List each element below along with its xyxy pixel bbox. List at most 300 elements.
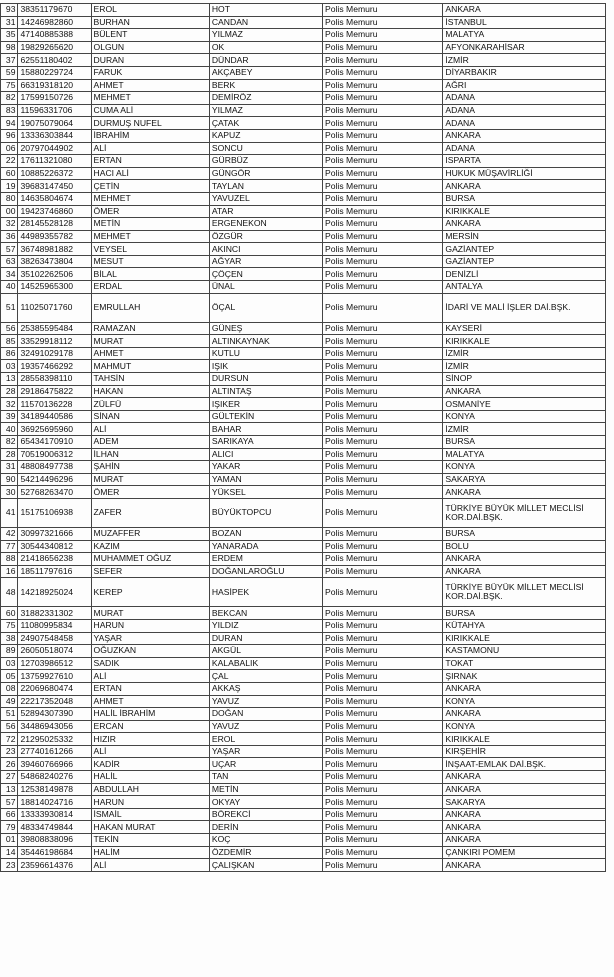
- row-number-cell: 57: [1, 796, 18, 809]
- first-name-cell: YAŞAR: [91, 632, 209, 645]
- table-row: [1, 104, 606, 117]
- job-title-cell: Polis Memuru: [323, 578, 443, 607]
- first-name-cell: KEREP: [91, 578, 209, 607]
- table-row: [1, 243, 606, 256]
- table-row: [1, 745, 606, 758]
- first-name-cell: HALİM: [91, 846, 209, 859]
- id-number-cell: 25385595484: [18, 322, 91, 335]
- job-title-cell: Polis Memuru: [323, 373, 443, 386]
- first-name-cell: ÇETİN: [91, 180, 209, 193]
- first-name-cell: ERTAN: [91, 155, 209, 168]
- id-number-cell: 29186475822: [18, 385, 91, 398]
- row-number-cell: 66: [1, 808, 18, 821]
- row-number-cell: 03: [1, 657, 18, 670]
- surname-cell: SARIKAYA: [209, 436, 322, 449]
- surname-cell: AKÇABEY: [209, 66, 322, 79]
- id-number-cell: 31882331302: [18, 607, 91, 620]
- row-number-cell: 98: [1, 41, 18, 54]
- first-name-cell: HIZIR: [91, 733, 209, 746]
- assignment-cell: ANKARA: [443, 859, 606, 872]
- assignment-cell: ANKARA: [443, 821, 606, 834]
- row-number-cell: 34: [1, 268, 18, 281]
- id-number-cell: 62551180402: [18, 54, 91, 67]
- first-name-cell: SEFER: [91, 565, 209, 578]
- id-number-cell: 66319318120: [18, 79, 91, 92]
- assignment-cell: KIRŞEHİR: [443, 745, 606, 758]
- id-number-cell: 28145528128: [18, 218, 91, 231]
- surname-cell: DÜNDAR: [209, 54, 322, 67]
- first-name-cell: MESUT: [91, 255, 209, 268]
- table-row: [1, 322, 606, 335]
- first-name-cell: ALİ: [91, 423, 209, 436]
- surname-cell: ÇATAK: [209, 117, 322, 130]
- row-number-cell: 42: [1, 527, 18, 540]
- job-title-cell: Polis Memuru: [323, 347, 443, 360]
- first-name-cell: FARUK: [91, 66, 209, 79]
- id-number-cell: 13759927610: [18, 670, 91, 683]
- job-title-cell: Polis Memuru: [323, 92, 443, 105]
- surname-cell: ALICI: [209, 448, 322, 461]
- assignment-cell: ANKARA: [443, 486, 606, 499]
- table-row: [1, 771, 606, 784]
- id-number-cell: 12538149878: [18, 783, 91, 796]
- surname-cell: YAVUZ: [209, 720, 322, 733]
- id-number-cell: 26050518074: [18, 645, 91, 658]
- job-title-cell: Polis Memuru: [323, 473, 443, 486]
- id-number-cell: 39460766966: [18, 758, 91, 771]
- table-row: [1, 129, 606, 142]
- first-name-cell: İBRAHİM: [91, 129, 209, 142]
- row-number-cell: 19: [1, 180, 18, 193]
- first-name-cell: İLHAN: [91, 448, 209, 461]
- table-row: [1, 16, 606, 29]
- first-name-cell: BÜLENT: [91, 29, 209, 42]
- job-title-cell: Polis Memuru: [323, 255, 443, 268]
- assignment-cell: SAKARYA: [443, 796, 606, 809]
- id-number-cell: 30544340812: [18, 540, 91, 553]
- table-row: [1, 268, 606, 281]
- row-number-cell: 35: [1, 29, 18, 42]
- assignment-cell: ANKARA: [443, 834, 606, 847]
- surname-cell: KOÇ: [209, 834, 322, 847]
- surname-cell: DERİN: [209, 821, 322, 834]
- assignment-cell: ANKARA: [443, 682, 606, 695]
- id-number-cell: 18814024716: [18, 796, 91, 809]
- table-row: [1, 29, 606, 42]
- id-number-cell: 44989355782: [18, 230, 91, 243]
- assignment-cell: ANKARA: [443, 565, 606, 578]
- id-number-cell: 19357466292: [18, 360, 91, 373]
- row-number-cell: 16: [1, 565, 18, 578]
- job-title-cell: Polis Memuru: [323, 758, 443, 771]
- row-number-cell: 94: [1, 117, 18, 130]
- job-title-cell: Polis Memuru: [323, 192, 443, 205]
- table-row: [1, 79, 606, 92]
- table-row: [1, 498, 606, 527]
- job-title-cell: Polis Memuru: [323, 498, 443, 527]
- surname-cell: TAN: [209, 771, 322, 784]
- row-number-cell: 37: [1, 54, 18, 67]
- job-title-cell: Polis Memuru: [323, 796, 443, 809]
- job-title-cell: Polis Memuru: [323, 645, 443, 658]
- first-name-cell: TAHSİN: [91, 373, 209, 386]
- job-title-cell: Polis Memuru: [323, 117, 443, 130]
- id-number-cell: 48808497738: [18, 461, 91, 474]
- first-name-cell: METİN: [91, 218, 209, 231]
- first-name-cell: OĞUZKAN: [91, 645, 209, 658]
- job-title-cell: Polis Memuru: [323, 423, 443, 436]
- job-title-cell: Polis Memuru: [323, 129, 443, 142]
- job-title-cell: Polis Memuru: [323, 632, 443, 645]
- first-name-cell: BİLAL: [91, 268, 209, 281]
- first-name-cell: TEKİN: [91, 834, 209, 847]
- table-row: [1, 373, 606, 386]
- assignment-cell: ADANA: [443, 92, 606, 105]
- row-number-cell: 75: [1, 79, 18, 92]
- table-row: [1, 385, 606, 398]
- id-number-cell: 14218925024: [18, 578, 91, 607]
- surname-cell: KAPUZ: [209, 129, 322, 142]
- assignment-cell: BOLU: [443, 540, 606, 553]
- row-number-cell: 93: [1, 4, 18, 17]
- table-row: [1, 360, 606, 373]
- assignment-cell: OSMANİYE: [443, 398, 606, 411]
- row-number-cell: 26: [1, 758, 18, 771]
- first-name-cell: AHMET: [91, 695, 209, 708]
- job-title-cell: Polis Memuru: [323, 205, 443, 218]
- surname-cell: DEMİRÖZ: [209, 92, 322, 105]
- first-name-cell: DURAN: [91, 54, 209, 67]
- table-row: [1, 783, 606, 796]
- row-number-cell: 08: [1, 682, 18, 695]
- surname-cell: AKKAŞ: [209, 682, 322, 695]
- job-title-cell: Polis Memuru: [323, 167, 443, 180]
- row-number-cell: 28: [1, 448, 18, 461]
- first-name-cell: ALİ: [91, 142, 209, 155]
- row-number-cell: 22: [1, 155, 18, 168]
- id-number-cell: 11080995834: [18, 619, 91, 632]
- row-number-cell: 41: [1, 498, 18, 527]
- table-row: [1, 553, 606, 566]
- surname-cell: BEKCAN: [209, 607, 322, 620]
- row-number-cell: 00: [1, 205, 18, 218]
- job-title-cell: Polis Memuru: [323, 243, 443, 256]
- surname-cell: ÜNAL: [209, 281, 322, 294]
- first-name-cell: AHMET: [91, 79, 209, 92]
- surname-cell: ERDEM: [209, 553, 322, 566]
- job-title-cell: Polis Memuru: [323, 398, 443, 411]
- first-name-cell: EMRULLAH: [91, 293, 209, 322]
- job-title-cell: Polis Memuru: [323, 821, 443, 834]
- row-number-cell: 96: [1, 129, 18, 142]
- row-number-cell: 39: [1, 410, 18, 423]
- assignment-cell: AFYONKARAHİSAR: [443, 41, 606, 54]
- surname-cell: ÇALIŞKAN: [209, 859, 322, 872]
- row-number-cell: 60: [1, 607, 18, 620]
- first-name-cell: MUHAMMET OĞUZ: [91, 553, 209, 566]
- job-title-cell: Polis Memuru: [323, 180, 443, 193]
- first-name-cell: KAZIM: [91, 540, 209, 553]
- job-title-cell: Polis Memuru: [323, 619, 443, 632]
- assignment-cell: KONYA: [443, 720, 606, 733]
- surname-cell: OK: [209, 41, 322, 54]
- table-row: [1, 281, 606, 294]
- table-row: [1, 142, 606, 155]
- first-name-cell: OLGUN: [91, 41, 209, 54]
- assignment-cell: İZMİR: [443, 360, 606, 373]
- assignment-cell: TÜRKİYE BÜYÜK MİLLET MECLİSİ KOR.DAİ.BŞK.: [443, 498, 606, 527]
- surname-cell: ÖZDEMİR: [209, 846, 322, 859]
- surname-cell: BÜYÜKTOPCU: [209, 498, 322, 527]
- id-number-cell: 17599150726: [18, 92, 91, 105]
- surname-cell: ÖZGÜR: [209, 230, 322, 243]
- assignment-cell: İSTANBUL: [443, 16, 606, 29]
- surname-cell: AKGÜL: [209, 645, 322, 658]
- id-number-cell: 21295025332: [18, 733, 91, 746]
- surname-cell: OKYAY: [209, 796, 322, 809]
- id-number-cell: 24907548458: [18, 632, 91, 645]
- first-name-cell: ALİ: [91, 859, 209, 872]
- row-number-cell: 06: [1, 142, 18, 155]
- row-number-cell: 77: [1, 540, 18, 553]
- row-number-cell: 32: [1, 398, 18, 411]
- row-number-cell: 56: [1, 322, 18, 335]
- row-number-cell: 49: [1, 695, 18, 708]
- row-number-cell: 88: [1, 553, 18, 566]
- row-number-cell: 30: [1, 486, 18, 499]
- row-number-cell: 83: [1, 104, 18, 117]
- assignment-cell: ANKARA: [443, 808, 606, 821]
- surname-cell: BAHAR: [209, 423, 322, 436]
- id-number-cell: 30997321666: [18, 527, 91, 540]
- job-title-cell: Polis Memuru: [323, 360, 443, 373]
- job-title-cell: Polis Memuru: [323, 281, 443, 294]
- id-number-cell: 14525965300: [18, 281, 91, 294]
- first-name-cell: MAHMUT: [91, 360, 209, 373]
- id-number-cell: 19423746860: [18, 205, 91, 218]
- row-number-cell: 36: [1, 230, 18, 243]
- id-number-cell: 11570136228: [18, 398, 91, 411]
- assignment-cell: ADANA: [443, 117, 606, 130]
- job-title-cell: Polis Memuru: [323, 527, 443, 540]
- first-name-cell: MEHMET: [91, 192, 209, 205]
- surname-cell: IŞIKER: [209, 398, 322, 411]
- first-name-cell: RAMAZAN: [91, 322, 209, 335]
- table-row: [1, 255, 606, 268]
- assignment-cell: ANKARA: [443, 180, 606, 193]
- surname-cell: ALTINTAŞ: [209, 385, 322, 398]
- assignment-cell: KASTAMONU: [443, 645, 606, 658]
- id-number-cell: 13333930814: [18, 808, 91, 821]
- table-row: [1, 695, 606, 708]
- table-row: [1, 335, 606, 348]
- first-name-cell: ERTAN: [91, 682, 209, 695]
- assignment-cell: ANTALYA: [443, 281, 606, 294]
- assignment-cell: ANKARA: [443, 218, 606, 231]
- surname-cell: ÇAL: [209, 670, 322, 683]
- row-number-cell: 40: [1, 281, 18, 294]
- id-number-cell: 23596614376: [18, 859, 91, 872]
- job-title-cell: Polis Memuru: [323, 142, 443, 155]
- assignment-cell: BURSA: [443, 607, 606, 620]
- assignment-cell: KONYA: [443, 410, 606, 423]
- row-number-cell: 23: [1, 859, 18, 872]
- job-title-cell: Polis Memuru: [323, 461, 443, 474]
- assignment-cell: ÇANKIRI POMEM: [443, 846, 606, 859]
- job-title-cell: Polis Memuru: [323, 41, 443, 54]
- assignment-cell: DENİZLİ: [443, 268, 606, 281]
- job-title-cell: Polis Memuru: [323, 4, 443, 17]
- id-number-cell: 54214496296: [18, 473, 91, 486]
- surname-cell: METİN: [209, 783, 322, 796]
- id-number-cell: 20797044902: [18, 142, 91, 155]
- surname-cell: DOĞAN: [209, 708, 322, 721]
- row-number-cell: 89: [1, 645, 18, 658]
- table-row: [1, 708, 606, 721]
- id-number-cell: 52768263470: [18, 486, 91, 499]
- surname-cell: YILMAZ: [209, 29, 322, 42]
- row-number-cell: 56: [1, 720, 18, 733]
- first-name-cell: DURMUŞ NUFEL: [91, 117, 209, 130]
- table-row: [1, 821, 606, 834]
- job-title-cell: Polis Memuru: [323, 720, 443, 733]
- job-title-cell: Polis Memuru: [323, 682, 443, 695]
- first-name-cell: ÖMER: [91, 486, 209, 499]
- assignment-cell: ISPARTA: [443, 155, 606, 168]
- surname-cell: AKINCI: [209, 243, 322, 256]
- id-number-cell: 28558398110: [18, 373, 91, 386]
- row-number-cell: 01: [1, 834, 18, 847]
- surname-cell: HASİPEK: [209, 578, 322, 607]
- id-number-cell: 52894307390: [18, 708, 91, 721]
- first-name-cell: SİNAN: [91, 410, 209, 423]
- assignment-cell: ADANA: [443, 104, 606, 117]
- assignment-cell: BURSA: [443, 192, 606, 205]
- job-title-cell: Polis Memuru: [323, 733, 443, 746]
- row-number-cell: 03: [1, 360, 18, 373]
- id-number-cell: 19075079064: [18, 117, 91, 130]
- id-number-cell: 70519006312: [18, 448, 91, 461]
- surname-cell: TAYLAN: [209, 180, 322, 193]
- job-title-cell: Polis Memuru: [323, 859, 443, 872]
- personnel-table: [0, 3, 606, 872]
- surname-cell: IŞIK: [209, 360, 322, 373]
- surname-cell: DOĞANLAROĞLU: [209, 565, 322, 578]
- first-name-cell: HARUN: [91, 619, 209, 632]
- job-title-cell: Polis Memuru: [323, 448, 443, 461]
- table-row: [1, 645, 606, 658]
- assignment-cell: GAZİANTEP: [443, 243, 606, 256]
- id-number-cell: 12703986512: [18, 657, 91, 670]
- assignment-cell: MALATYA: [443, 448, 606, 461]
- job-title-cell: Polis Memuru: [323, 565, 443, 578]
- surname-cell: BERK: [209, 79, 322, 92]
- row-number-cell: 57: [1, 243, 18, 256]
- row-number-cell: 59: [1, 66, 18, 79]
- assignment-cell: GAZİANTEP: [443, 255, 606, 268]
- id-number-cell: 34189440586: [18, 410, 91, 423]
- id-number-cell: 19829265620: [18, 41, 91, 54]
- job-title-cell: Polis Memuru: [323, 410, 443, 423]
- table-row: [1, 473, 606, 486]
- table-row: [1, 758, 606, 771]
- row-number-cell: 51: [1, 293, 18, 322]
- first-name-cell: ŞAHİN: [91, 461, 209, 474]
- job-title-cell: Polis Memuru: [323, 293, 443, 322]
- id-number-cell: 21418656238: [18, 553, 91, 566]
- id-number-cell: 35446198684: [18, 846, 91, 859]
- first-name-cell: HALİL: [91, 771, 209, 784]
- row-number-cell: 60: [1, 167, 18, 180]
- first-name-cell: ÖMER: [91, 205, 209, 218]
- table-row: [1, 155, 606, 168]
- id-number-cell: 22217352048: [18, 695, 91, 708]
- row-number-cell: 86: [1, 347, 18, 360]
- surname-cell: KUTLU: [209, 347, 322, 360]
- first-name-cell: MURAT: [91, 335, 209, 348]
- table-row: [1, 859, 606, 872]
- id-number-cell: 54868240276: [18, 771, 91, 784]
- first-name-cell: MURAT: [91, 473, 209, 486]
- first-name-cell: HACI ALİ: [91, 167, 209, 180]
- surname-cell: ERGENEKON: [209, 218, 322, 231]
- surname-cell: ÖÇAL: [209, 293, 322, 322]
- assignment-cell: BURSA: [443, 527, 606, 540]
- table-row: [1, 733, 606, 746]
- table-row: [1, 619, 606, 632]
- table-row: [1, 670, 606, 683]
- surname-cell: UÇAR: [209, 758, 322, 771]
- row-number-cell: 72: [1, 733, 18, 746]
- job-title-cell: Polis Memuru: [323, 66, 443, 79]
- id-number-cell: 39683147450: [18, 180, 91, 193]
- job-title-cell: Polis Memuru: [323, 670, 443, 683]
- job-title-cell: Polis Memuru: [323, 436, 443, 449]
- first-name-cell: KADİR: [91, 758, 209, 771]
- id-number-cell: 13336303844: [18, 129, 91, 142]
- row-number-cell: 63: [1, 255, 18, 268]
- assignment-cell: AĞRI: [443, 79, 606, 92]
- id-number-cell: 11596331706: [18, 104, 91, 117]
- first-name-cell: MURAT: [91, 607, 209, 620]
- surname-cell: GÜNEŞ: [209, 322, 322, 335]
- assignment-cell: TÜRKİYE BÜYÜK MİLLET MECLİSİ KOR.DAİ.BŞK.: [443, 578, 606, 607]
- id-number-cell: 48334749844: [18, 821, 91, 834]
- surname-cell: YAKAR: [209, 461, 322, 474]
- table-row: [1, 808, 606, 821]
- assignment-cell: İDARİ VE MALİ İŞLER DAİ.BŞK.: [443, 293, 606, 322]
- surname-cell: ATAR: [209, 205, 322, 218]
- assignment-cell: SAKARYA: [443, 473, 606, 486]
- assignment-cell: ANKARA: [443, 771, 606, 784]
- assignment-cell: MERSİN: [443, 230, 606, 243]
- id-number-cell: 18511797616: [18, 565, 91, 578]
- table-row: [1, 180, 606, 193]
- id-number-cell: 47140885388: [18, 29, 91, 42]
- surname-cell: GÜLTEKİN: [209, 410, 322, 423]
- id-number-cell: 35102262506: [18, 268, 91, 281]
- id-number-cell: 38263473804: [18, 255, 91, 268]
- surname-cell: HOT: [209, 4, 322, 17]
- assignment-cell: ANKARA: [443, 129, 606, 142]
- surname-cell: ALTINKAYNAK: [209, 335, 322, 348]
- assignment-cell: KIRIKKALE: [443, 335, 606, 348]
- surname-cell: YILDIZ: [209, 619, 322, 632]
- row-number-cell: 13: [1, 373, 18, 386]
- row-number-cell: 82: [1, 92, 18, 105]
- assignment-cell: İZMİR: [443, 54, 606, 67]
- job-title-cell: Polis Memuru: [323, 695, 443, 708]
